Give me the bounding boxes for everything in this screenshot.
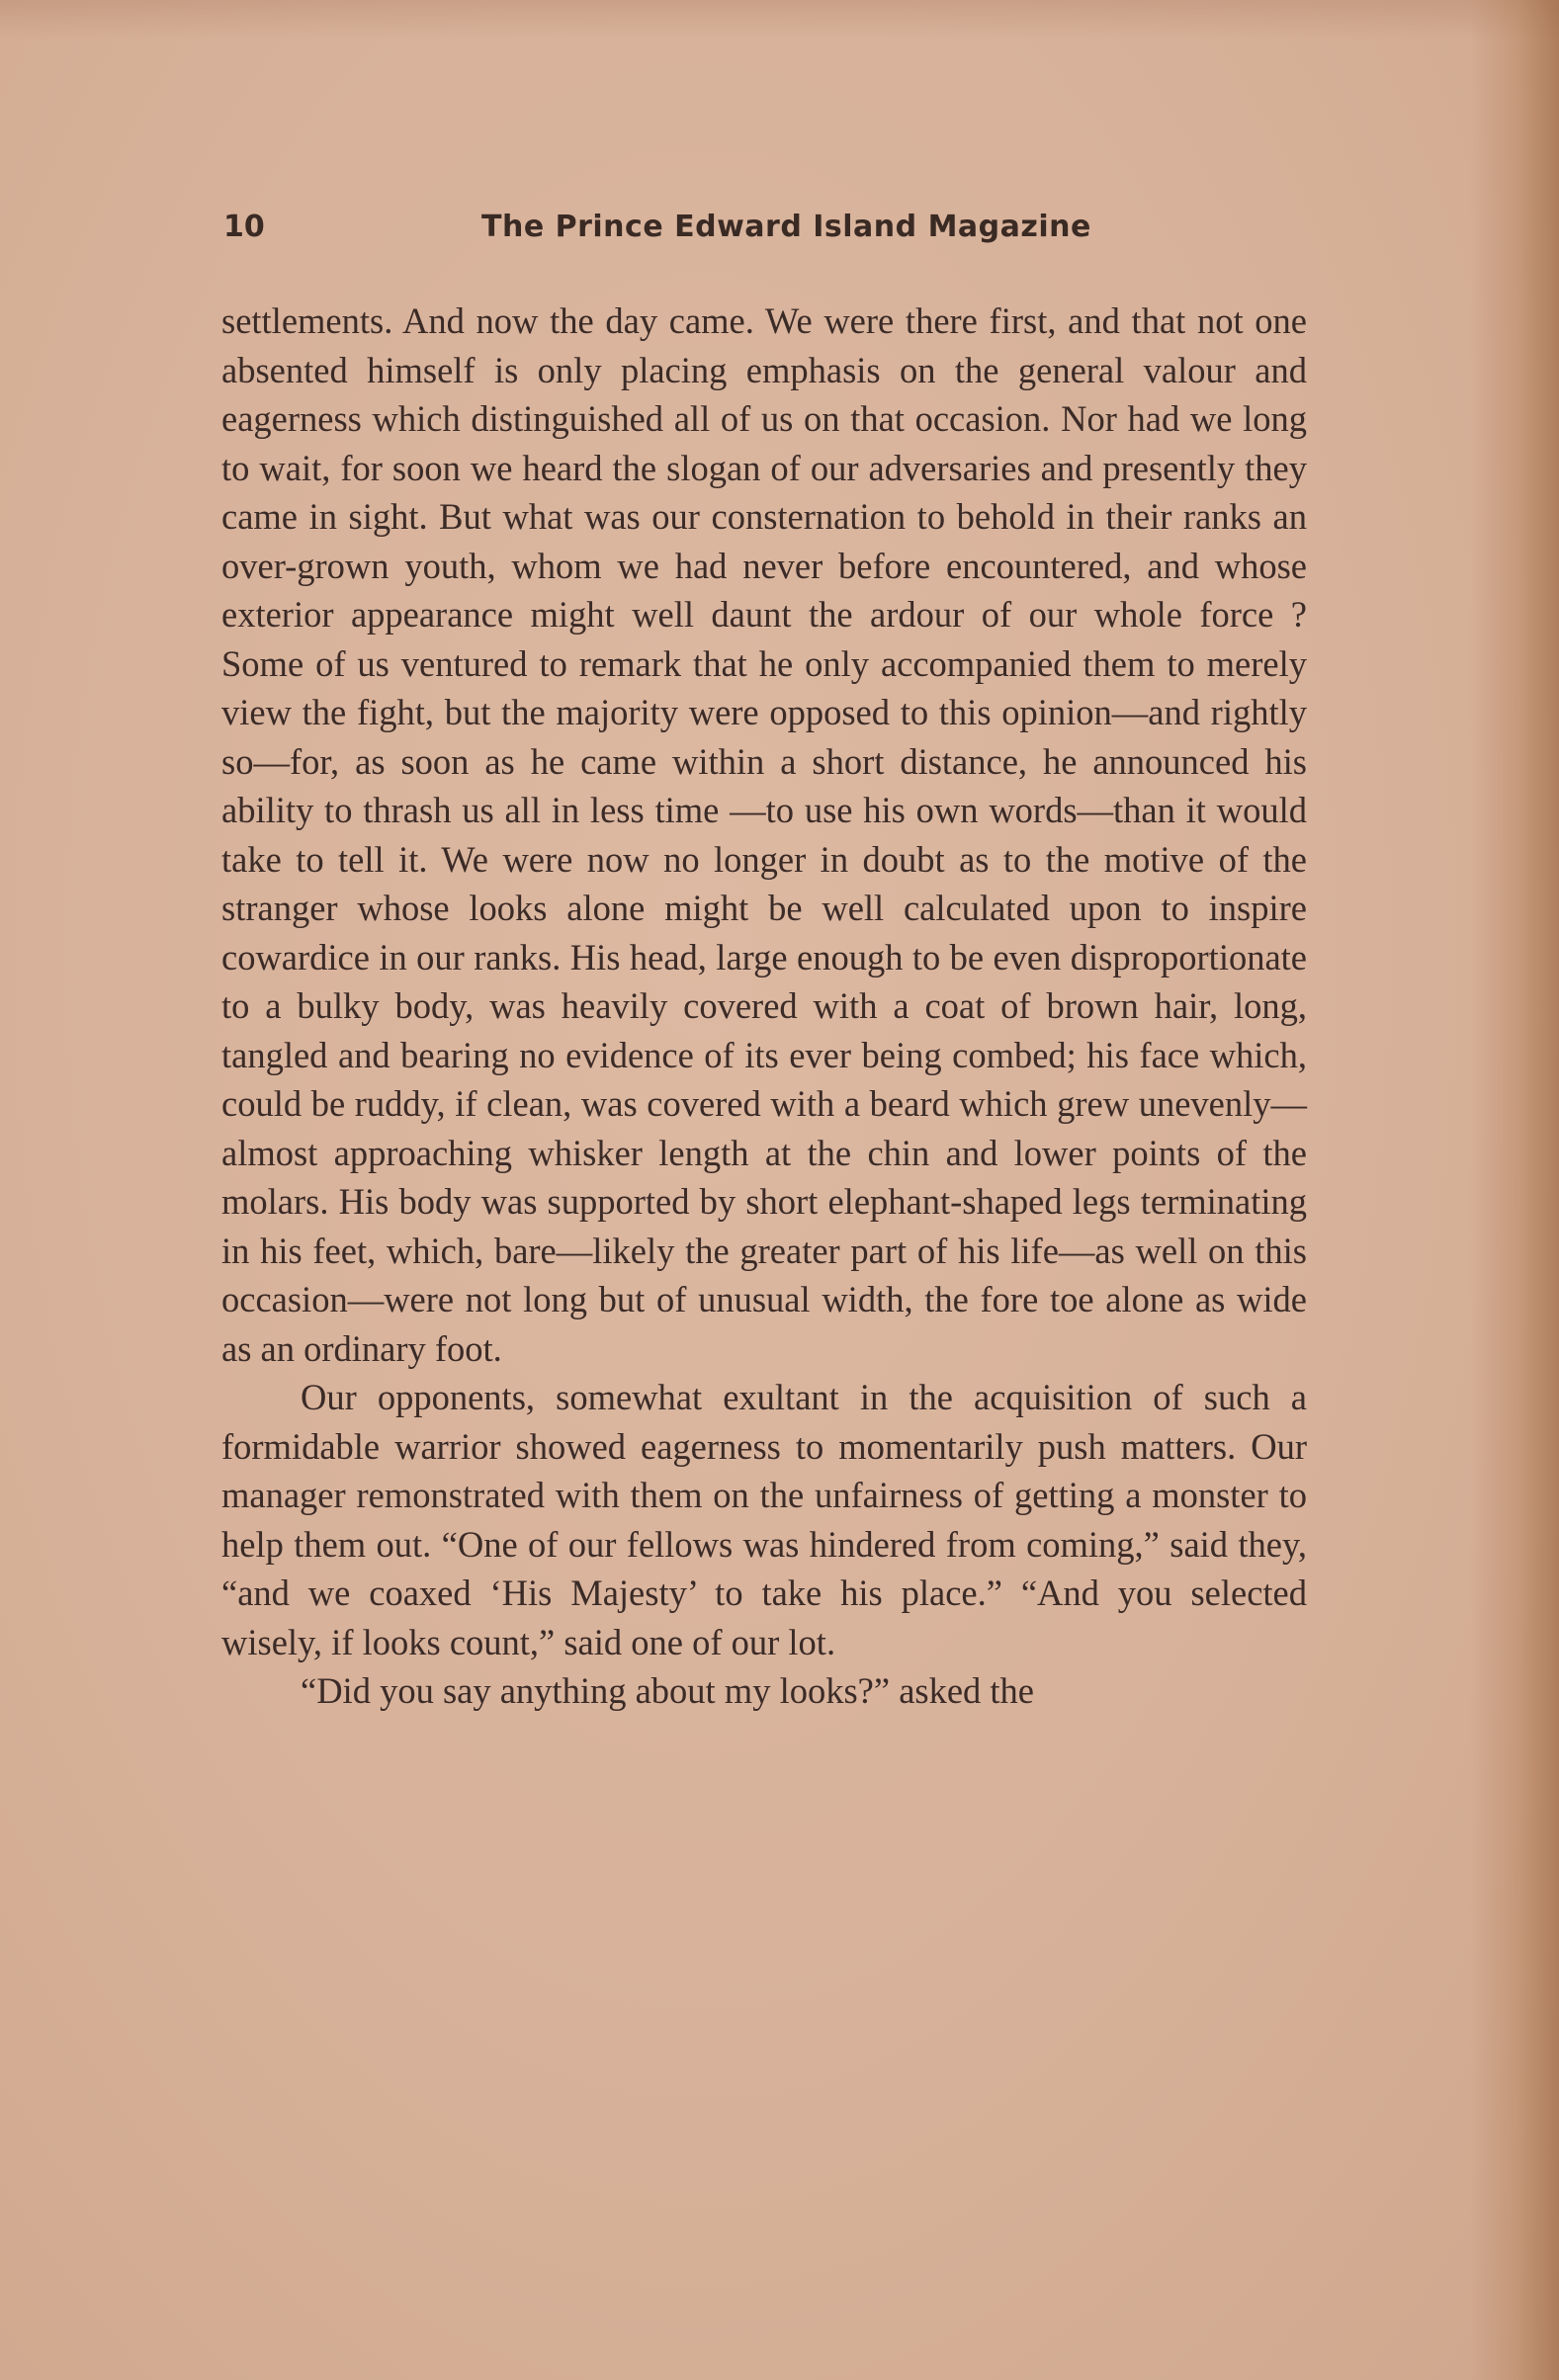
page-top-shading [0, 0, 1559, 40]
running-head [223, 210, 1311, 259]
body-text [221, 297, 1307, 1716]
magazine-title: The Prince Edward Island Magazine [481, 210, 1091, 244]
paragraph-1: settlements. And now the day came. We were there first, and that not one absented himself is only placing emphasis on the general valour and eagerness which distinguished all of us on that occasion. Nor had we long to wait, for soon we heard the slogan of our adversaries and presently they came in sight. But what was our consternation to behold in their ranks an over-grown youth, whom we had never before encountered, and whose exterior appearance might well daunt the ardour of our whole force ? Some of us ventured to remark that he only accompanied them to merely view the fight, but the majority were opposed to this opinion—and rightly so—for, as soon as he came within a short distance, he announced his ability to thrash us all in less time —to use his own words—than it would take to tell it. We were now no longer in doubt as to the motive of the stranger whose looks alone might be well calculated upon to inspire cowardice in our ranks. His head, large enough to be even disproportionate to a bulky body, was heavily covered with a coat of brown hair, long, tangled and bearing no evidence of its ever being combed; his face which, could be ruddy, if clean, was covered with a beard which grew unevenly—almost approaching whisker length at the chin and lower points of the molars. His body was supported by short elephant-shaped legs terminating in his feet, which, bare—likely the greater part of his life—as well on this occasion—were not long but of unusual width, the fore toe alone as wide as an ordinary foot. [221, 300, 1307, 1369]
paragraph-2: Our opponents, somewhat exultant in the acquisition of such a formidable warrior showed eagerness to momentarily push matters. Our manager remonstrated with them on the unfairness of getting a monster to help them out. “One of our fellows was hindered from coming,” said they, “and we coaxed ‘His Majesty’ to take his place.” “And you selected wisely, if looks count,” said one of our lot. [221, 1377, 1307, 1662]
page-number: 10 [223, 210, 265, 244]
page-edge-shading [1470, 0, 1559, 2380]
paragraph-3: “Did you say anything about my looks?” asked the [301, 1670, 1035, 1711]
